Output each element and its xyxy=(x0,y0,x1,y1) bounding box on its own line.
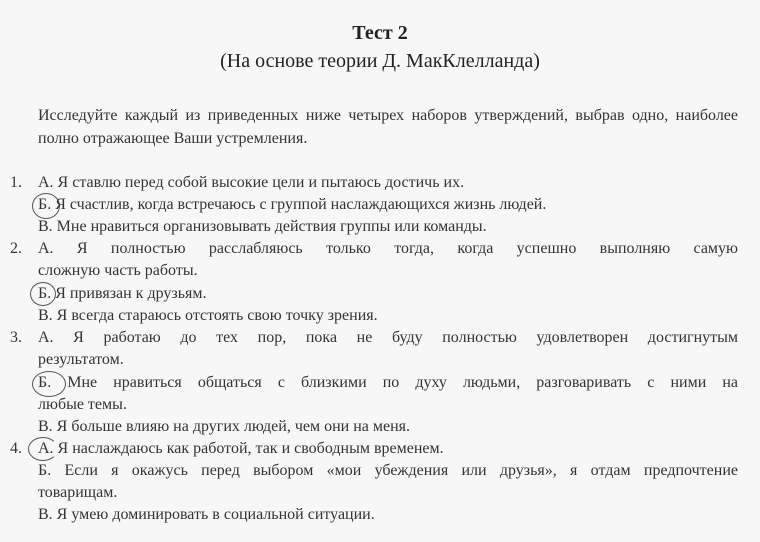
question-3-number: 3. xyxy=(10,329,22,346)
question-2-option-a: А. Я полностью расслабляюсь только тогда, когда успешно выполняю самую xyxy=(38,240,738,257)
question-1-option-a: А. Я ставлю перед собой высокие цели и пытаюсь достичь их. xyxy=(38,174,465,191)
question-2-number: 2. xyxy=(10,240,22,257)
question-4-option-a: А. Я наслаждаюсь как работой, так и свободным временем. xyxy=(38,440,444,457)
question-4-option-c: В. Я умею доминировать в социальной ситуации. xyxy=(38,506,375,523)
question-1-option-b: Б. Я счастлив, когда встречаюсь с группой наслаждающихся жизнь людей. xyxy=(38,196,547,213)
question-3-option-c: В. Я больше влияю на других людей, чем они на меня. xyxy=(38,418,411,435)
instruction-text: Исследуйте каждый из приведенных ниже четырех наборов утверждений, выбрав одно, наиболее полно отражающее Ваши устремления. xyxy=(38,107,738,147)
question-3-option-a-cont: результатом. xyxy=(38,351,124,368)
question-1-number: 1. xyxy=(10,174,22,191)
question-4-option-b-cont: товарищам. xyxy=(38,484,118,501)
page-subtitle: (На основе теории Д. МакКлелланда) xyxy=(220,50,540,72)
question-1-option-c: В. Мне нравиться организовывать действия группы или команды. xyxy=(38,218,487,235)
question-2-option-b: Б. Я привязан к друзьям. xyxy=(38,285,207,302)
page-title: Тест 2 xyxy=(352,22,408,44)
question-2-option-c: В. Я всегда стараюсь отстоять свою точку зрения. xyxy=(38,307,378,324)
question-4-option-b: Б. Если я окажусь перед выбором «мои убеждения или друзья», я отдам предпочтение xyxy=(38,462,738,479)
question-2-option-a-cont: сложную часть работы. xyxy=(38,262,198,279)
question-3-option-b-cont: любые темы. xyxy=(38,396,127,413)
question-4-number: 4. xyxy=(10,440,22,457)
question-3-option-b: Б. Мне нравиться общаться с близкими по духу людьми, разговаривать с ними на xyxy=(38,374,738,391)
question-3-option-a: А. Я работаю до тех пор, пока не буду полностью удовлетворен достигнутым xyxy=(38,329,738,346)
